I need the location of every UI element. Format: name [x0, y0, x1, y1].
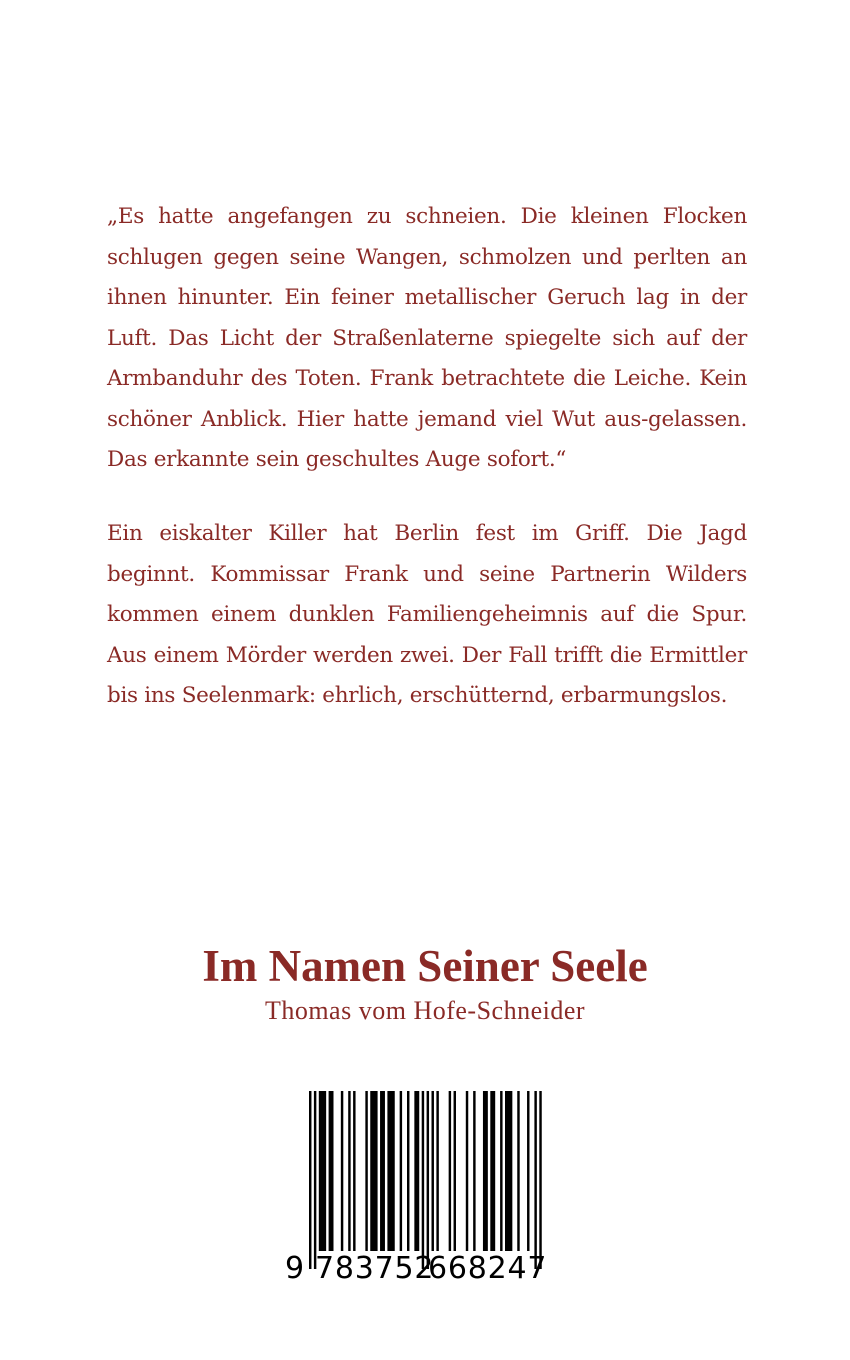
barcode-bar: [517, 1091, 519, 1251]
barcode-guard-bar: [314, 1091, 316, 1269]
barcode-bar: [407, 1091, 409, 1251]
book-description: Ein eiskalter Killer hat Berlin fest im Griff. Die Jagd beginnt. Kommissar Frank und seine Partnerin Wilders kommen einem dunklen Familiengeheimnis auf die Spur. Aus einem Mörder werden zwei. Der Fall trifft die Ermittler bis ins Seelenmark: ehrlich, erschütternd, erbarmungslos.: [107, 521, 747, 708]
book-title: Im Namen Seiner Seele: [202, 941, 648, 991]
isbn-right-group: 668247: [428, 1251, 548, 1286]
barcode-bar: [341, 1091, 343, 1251]
barcode-bar: [449, 1091, 451, 1251]
barcode-guard-bar: [427, 1091, 429, 1269]
barcode-bar: [414, 1091, 419, 1251]
barcode-bar: [466, 1091, 468, 1251]
barcode-bar: [365, 1091, 367, 1251]
barcode-bar: [454, 1091, 456, 1251]
barcode-bar: [483, 1091, 488, 1251]
author-name: Thomas vom Hofe-Schneider: [264, 996, 586, 1025]
barcode-bar: [370, 1091, 377, 1251]
isbn-barcode: [281, 1089, 556, 1305]
barcode-guard-bar: [539, 1091, 541, 1269]
barcode-bar: [348, 1091, 350, 1251]
barcode-bar: [490, 1091, 495, 1251]
barcode-bar: [473, 1091, 475, 1251]
barcode-bar: [505, 1091, 512, 1251]
barcode-guard-bar: [422, 1091, 424, 1269]
barcode-bar: [527, 1091, 529, 1251]
barcode-bar: [353, 1091, 355, 1251]
isbn-first-digit: 9: [285, 1251, 305, 1286]
barcode-bar: [319, 1091, 326, 1251]
barcode-bar: [432, 1091, 434, 1251]
isbn-left-group: 783752: [315, 1251, 435, 1286]
barcode-bar: [500, 1091, 502, 1251]
barcode-guard-bar: [309, 1091, 311, 1269]
barcode-bar: [400, 1091, 402, 1251]
barcode-bar: [436, 1091, 438, 1251]
barcode-guard-bar: [534, 1091, 536, 1269]
barcode-bar: [380, 1091, 385, 1251]
barcode-bar: [387, 1091, 394, 1251]
barcode-bar: [329, 1091, 334, 1251]
excerpt-quote: „Es hatte angefangen zu schneien. Die kleinen Flocken schlugen gegen seine Wangen, schmolzen und perlten an ihnen hinunter. Ein feiner metallischer Geruch lag in der Luft. Das Licht der Straßenlaterne spiegelte sich auf der Armbanduhr des Toten. Frank betrachtete die Leiche. Kein schöner Anblick. Hier hatte jemand viel Wut aus-gelassen. Das erkannte sein geschultes Auge sofort.“: [107, 204, 747, 472]
